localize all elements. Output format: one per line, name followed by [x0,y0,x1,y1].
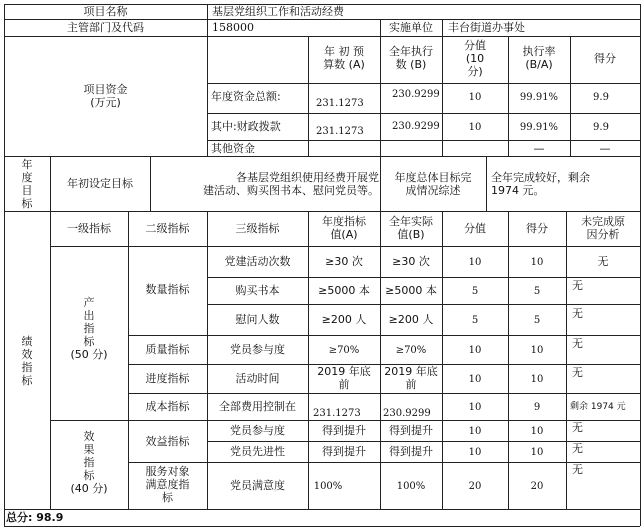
indicator-score-value: 10 [468,426,482,437]
level1-output-indicator: 产 出 指 标 (50 分) [70,296,108,361]
funds-row-label: 其他资金 [211,142,255,155]
funds-row-rate: — [533,142,545,155]
level2-benefit: 效益指标 [145,435,190,448]
indicator-actual: 230.9299 [383,408,431,419]
indicator-reason: 无 [572,463,583,476]
indicator-col-score: 得分 [526,222,548,235]
funds-row-actual: 230.9299 [392,121,440,132]
funds-row-label: 其中:财政拨款 [211,120,281,133]
indicator-reason: 无 [572,279,583,292]
indicator-col-score-value: 分值 [464,222,486,235]
funds-row-budget: 231.1273 [316,126,364,137]
indicators-side-label: 绩 效 指 标 [21,335,33,387]
indicator-col-actual: 全年实际 值(B) [389,215,433,241]
indicator-level3: 党员参与度 [230,343,285,356]
indicator-col-reason: 未完成原 因分析 [581,215,625,241]
indicator-score: 10 [530,257,544,268]
annual-goal-set-text: 各基层党组织使用经费开展党 建活动、购买图书本、慰问党员等。 [203,171,379,197]
annual-goal-set-label: 年初设定目标 [67,177,133,190]
level1-effect-indicator: 效 果 指 标 (40 分) [70,430,108,495]
indicator-score-value: 5 [471,315,479,326]
indicator-target: ≥70% [328,345,360,356]
indicator-score-value: 10 [468,257,482,268]
funds-row-rate: 99.91% [519,92,559,103]
indicator-score: 10 [530,426,544,437]
indicator-score: 10 [530,447,544,458]
indicator-level3: 党员参与度 [230,424,285,437]
total-score: 总分: 98.9 [6,511,64,524]
indicator-target: ≥5000 本 [318,284,370,297]
indicator-level3: 购买书本 [235,284,280,297]
indicator-score-value: 20 [468,481,482,492]
indicator-score-value: 10 [468,345,482,356]
indicator-target: 得到提升 [322,445,366,458]
indicator-actual: 100% [396,481,426,492]
indicator-target: 100% [313,481,343,492]
indicator-level3: 党员满意度 [230,479,285,492]
funds-row-score-value: 10 [468,122,482,133]
level2-quality: 质量指标 [145,343,190,356]
level2-quantity: 数量指标 [145,283,190,296]
indicator-level3: 党建活动次数 [224,255,291,268]
indicator-reason: 无 [572,307,583,320]
indicator-reason: 无 [572,366,583,379]
indicator-reason: 无 [597,255,609,268]
funds-label: 项目资金 (万元) [83,83,128,109]
annual-goal-side-label: 年 度 目 标 [21,158,33,210]
funds-col-budget: 年 初 预 算数 (A) [323,45,365,71]
indicator-score: 20 [530,481,544,492]
funds-row-budget: 231.1273 [316,98,364,109]
funds-col-rate: 执行率 (B/A) [522,45,556,71]
indicator-level3: 党员先进性 [230,445,285,458]
indicator-actual: 得到提升 [389,445,433,458]
indicator-reason: 无 [572,337,583,350]
impl-unit-value: 丰台街道办事处 [448,21,525,34]
indicator-level3: 全部费用控制在 [219,400,296,413]
dept-label: 主管部门及代码 [67,21,144,34]
indicator-score-value: 10 [468,447,482,458]
indicator-actual: ≥5000 本 [385,284,437,297]
indicator-level3: 慰问人数 [235,313,280,326]
funds-row-score: 9.9 [593,122,609,133]
funds-row-score: 9.9 [593,92,609,103]
indicator-score: 9 [533,402,541,413]
project-name-label: 项目名称 [83,5,128,18]
indicator-actual: ≥70% [395,345,427,356]
indicator-actual: 得到提升 [389,424,433,437]
indicator-score: 10 [530,345,544,356]
indicator-actual: ≥200 人 [388,313,434,326]
level2-progress: 进度指标 [145,372,190,385]
funds-col-score: 得分 [594,52,616,65]
indicator-target: 2019 年底 前 [317,365,371,391]
indicator-reason: 剩余 1974 元 [570,402,626,412]
indicator-level3: 活动时间 [235,372,280,385]
indicator-score: 5 [533,286,541,297]
funds-col-score-value: 分值 (10 分) [464,39,486,78]
level2-cost: 成本指标 [145,400,190,413]
level2-satisfaction: 服务对象 满意度指 标 [145,465,190,504]
indicator-target: 231.1273 [313,408,361,419]
indicator-reason: 无 [572,421,583,434]
indicator-target: ≥200 人 [321,313,367,326]
indicator-actual: ≥30 次 [392,255,430,268]
funds-row-score: — [599,142,611,155]
project-name-value: 基层党组织工作和活动经费 [212,5,344,18]
indicator-score-value: 10 [468,374,482,385]
indicator-col-level1: 一级指标 [67,222,111,235]
annual-goal-overall-text: 全年完成较好，剩余 1974 元。 [491,171,590,197]
funds-row-actual: 230.9299 [392,89,440,100]
indicator-score: 10 [530,374,544,385]
indicator-col-level2: 二级指标 [145,222,190,235]
indicator-score: 5 [533,315,541,326]
funds-row-score-value: 10 [468,92,482,103]
funds-row-rate: 99.91% [519,122,559,133]
indicator-reason: 无 [572,442,583,455]
funds-row-label: 年度资金总额: [211,90,281,103]
annual-goal-overall-label: 年度总体目标完 成情况综述 [394,171,472,197]
indicator-target: ≥30 次 [325,255,363,268]
dept-code: 158000 [212,21,254,34]
indicator-score-value: 5 [471,286,479,297]
indicator-score-value: 10 [468,402,482,413]
indicator-col-target: 年度指标 值(A) [322,215,366,241]
funds-col-actual: 全年执行 数 (B) [389,45,433,71]
indicator-target: 得到提升 [322,424,366,437]
indicator-col-level3: 三级指标 [235,222,280,235]
impl-unit-label: 实施单位 [389,21,433,34]
indicator-actual: 2019 年底 前 [384,365,438,391]
